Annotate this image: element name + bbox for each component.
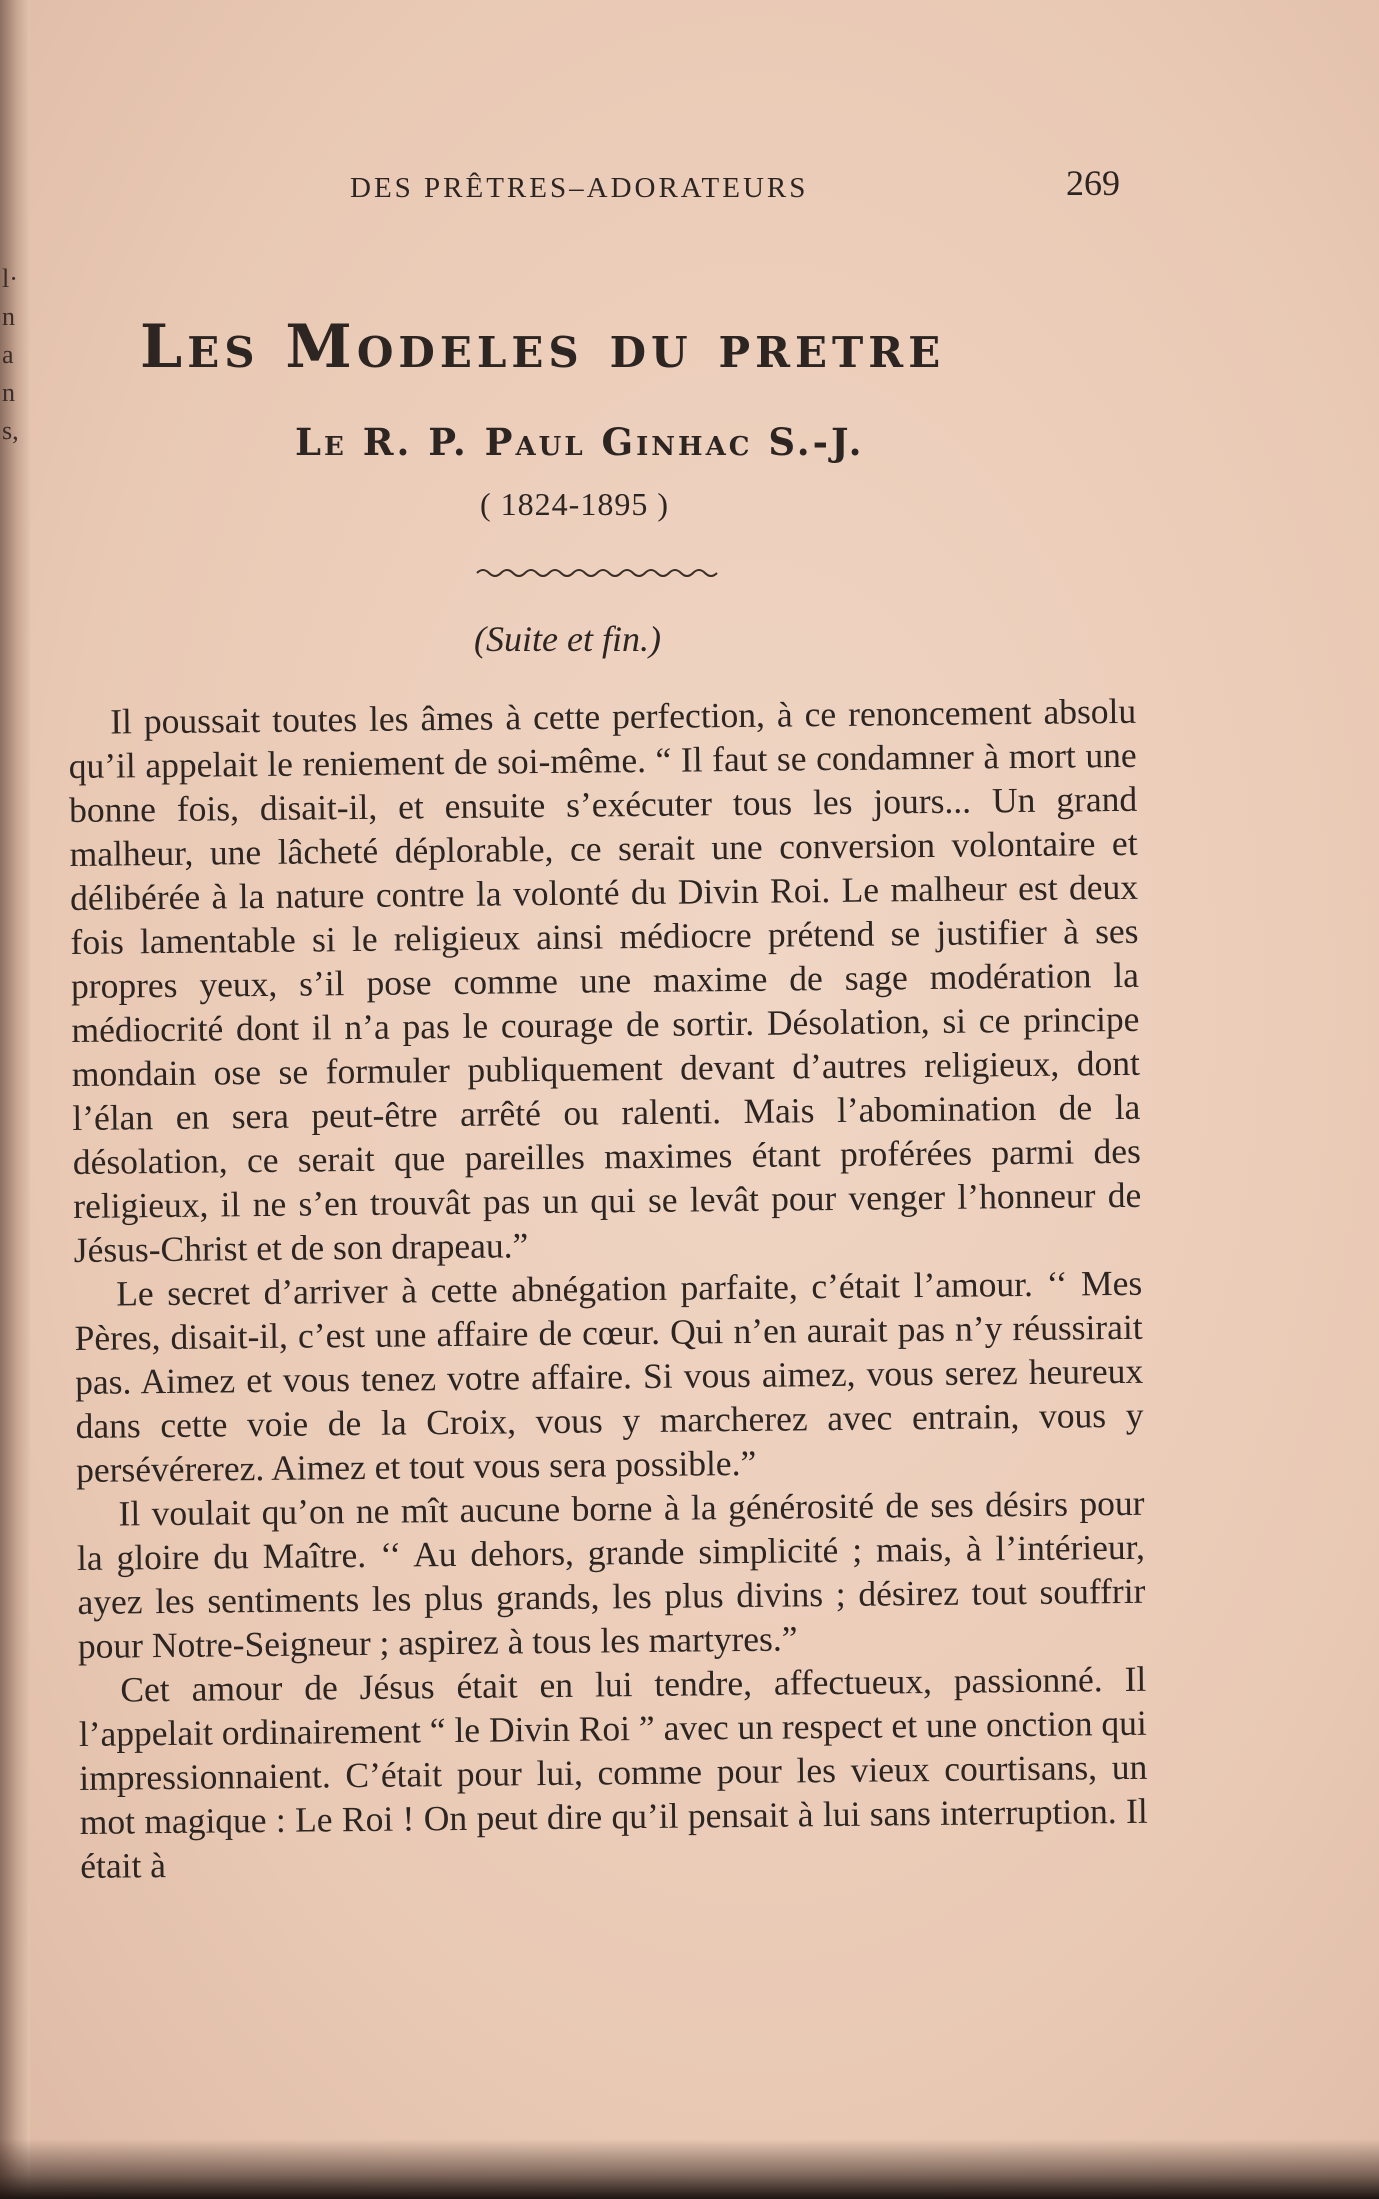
paragraph: Il poussait toutes les âmes à cette perfection, à ce renoncement absolu qu’il appelait le reniement de soi-même. “ Il faut se condamner à mort une bonne fois, disait-il, et ensuite s’exécuter tous les jours... Un grand malheur, une lâcheté déplorable, ce serait une conversion volontaire et délibérée à la nature contre la volonté du Divin Roi. Le malheur est deux fois lamentable si le religieux ainsi médiocre prétend se justifier à ses propres yeux, s’il pose comme une maxime de sage modération la médiocrité dont il n’a pas le courage de sortir. Désolation, si ce principe mondain ose se formuler publiquement devant d’autres religieux, dont l’élan en sera peut-être arrêté ou ralenti. Mais l’abomination de la désolation, ce serait que pareilles maximes étant proférées parmi des religieux, il ne s’en trouvât pas un qui se levât pour venger l’honneur de Jésus-Christ et de son drapeau.” [68,690,1142,1270]
body-text [68,689,1148,1888]
chapter-subtitle: Le R. P. Paul Ginhac S.-J. [295,420,865,464]
continuation-note: (Suite et fin.) [474,619,661,659]
page-number: 269 [1066,163,1120,203]
facing-page-margin-fragments [2,260,19,450]
running-head: DES PRÊTRES–ADORATEURS [350,172,809,204]
margin-fragment: l· [2,264,18,293]
chapter-title: Les Modeles du pretre [140,312,946,382]
paragraph: Il voulait qu’on ne mît aucune borne à la générosité de ses désirs pour la gloire du Maître. ‘‘ Au dehors, grande simplicité ; mais, à l’intérieur, ayez les sentiments les plus grands, les plus divins ; désirez tout souffrir pour Notre-Seigneur ; aspirez à tous les martyres.” [76,1482,1146,1666]
margin-fragment: n [2,378,15,407]
paragraph: Le secret d’arriver à cette abnégation parfaite, c’était l’amour. ‘‘ Mes Pères, disait-il, c’est une affaire de cœur. Qui n’en aurait pas n’y réussirait pas. Aimez et vous tenez votre affaire. Si vous aimez, vous serez heureux dans cette voie de la Croix, vous y marcherez avec entrain, vous y persévérerez. Aimez et tout vous sera possible.” [74,1262,1144,1490]
life-dates: ( 1824-1895 ) [480,486,669,522]
page-bottom-shadow [0,2139,1379,2199]
wavy-rule-ornament [475,566,725,580]
margin-fragment: n [2,302,15,331]
paragraph: Cet amour de Jésus était en lui tendre, affectueux, passionné. Il l’appelait ordinairement “ le Divin Roi ” avec un respect et une onction qui impressionnaient. C’était pour lui, comme pour les vieux courtisans, un mot magique : Le Roi ! On peut dire qu’il pensait à lui sans interruption. Il était à [78,1658,1148,1886]
margin-fragment: s, [2,416,19,445]
margin-fragment: a [2,340,14,369]
